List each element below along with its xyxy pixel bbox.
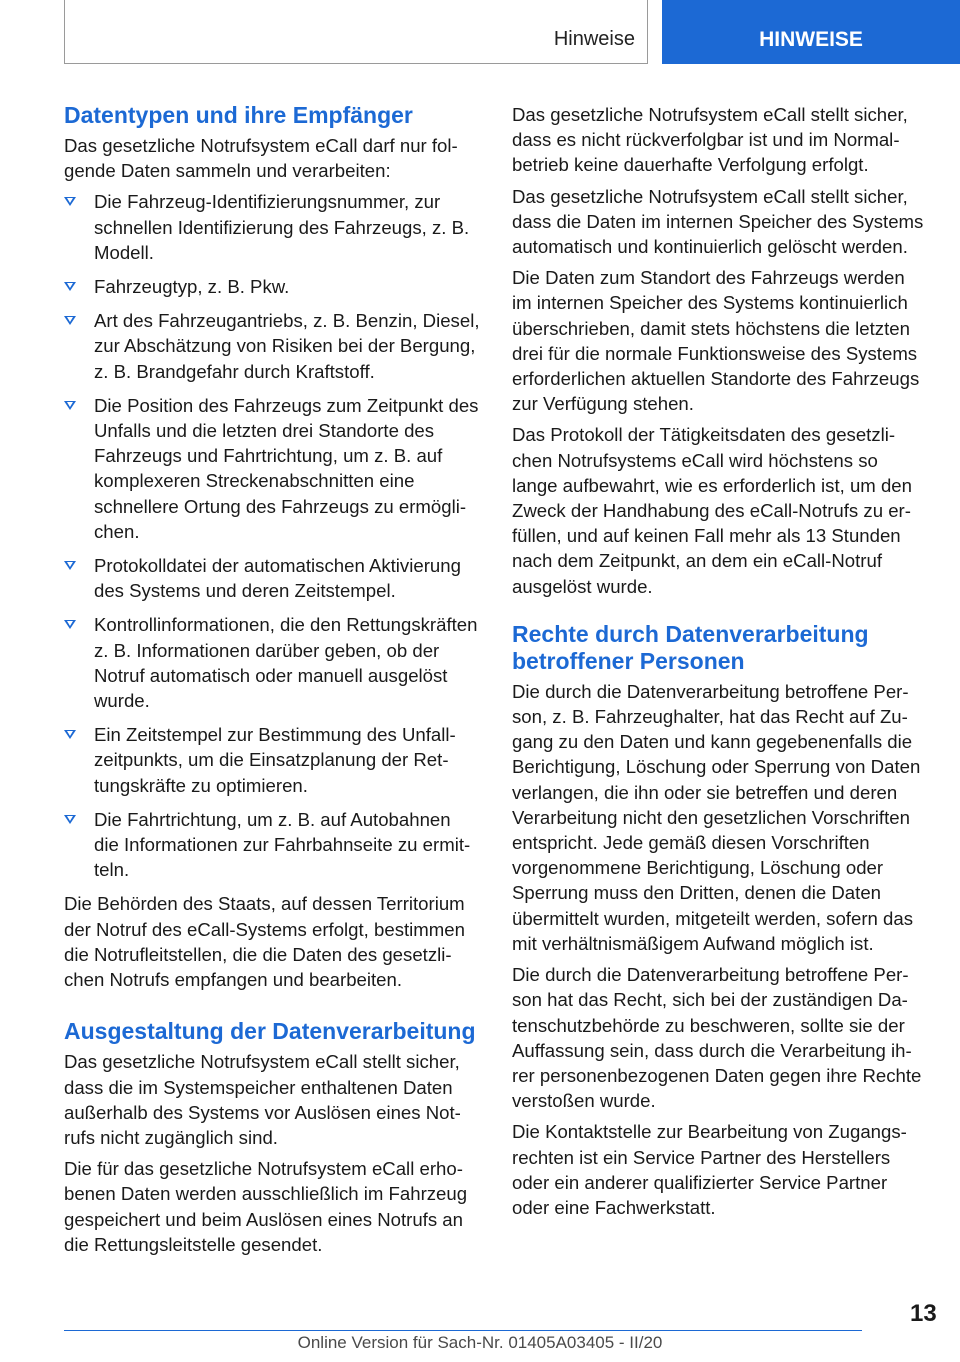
footer-divider (64, 1330, 862, 1331)
left-column (64, 102, 480, 1263)
heading-data-types: Datentypen und ihre Empfänger (64, 102, 413, 128)
triangle-bullet-icon (64, 197, 76, 206)
heading-rights: Rechte durch Datenverarbeitung betroffener Personen (512, 620, 869, 674)
list-item: Fahrzeugtyp, z. B. Pkw. (64, 274, 480, 299)
footer-online-version: Online Version für Sach-Nr. 01405A03405 - II/20 (297, 1333, 663, 1352)
page-number: 13 (910, 1300, 937, 1327)
triangle-bullet-icon (64, 401, 76, 410)
contact-paragraph: Die Kontaktstelle zur Bearbeitung von Zugangsrechten ist ein Service Partner des Herstellers oder ein anderer qualifizierter Service Partner oder eine Fachwerkstatt. (512, 1121, 907, 1218)
rights-paragraph-1: Die durch die Datenverarbeitung betroffene Person, z. B. Fahrzeughalter, hat das Recht auf Zugang zu den Daten und kann gegebenenfalls die Berichtigung, Löschung oder Sperrung von Daten verlangen, die ihn oder sie betreffen und deren Verarbeitung nicht den gesetzlichen Vorschriften entspricht. Jede gemäß diesen Vorschriften vorgenommene Berichtigung, Löschung oder Sperrung muss den Dritten, denen die Daten übermittelt wurden, mitgeteilt werden, sofern das mit verhältnismäßigem Aufwand möglich ist. (512, 680, 921, 954)
intro-paragraph: Das gesetzliche Notrufsystem eCall darf nur folgende Daten sammeln und verarbeiten: (64, 135, 458, 182)
triangle-bullet-icon (64, 561, 76, 570)
list-item: Kontrollinformationen, die den Rettungskräften z. B. Informationen darüber geben, ob der Notruf automatisch oder manuell ausgelöst wurde. (64, 612, 480, 713)
tracking-paragraph: Das gesetzliche Notrufsystem eCall stellt sicher, dass es nicht rückverfolgbar ist und im Normalbetrieb keine dauerhafte Verfolgung erfolgt. (512, 104, 908, 176)
processing-paragraph-1: Das gesetzliche Notrufsystem eCall stellt sicher, dass die im Systemspeicher enthaltenen Daten außerhalb des Systems vor Auslösen eines Notrufs nicht zugänglich sind. (64, 1051, 461, 1148)
section-tab[interactable]: HINWEISE (662, 0, 960, 64)
list-item: Art des Fahrzeugantriebs, z. B. Benzin, Diesel, zur Abschätzung von Risiken bei der Bergung, z. B. Brandgefahr durch Kraftstoff. (64, 308, 480, 384)
list-item: Die Fahrzeug-Identifizierungsnummer, zur schnellen Identifizierung des Fahrzeugs, z. B. Modell. (64, 189, 480, 265)
triangle-bullet-icon (64, 316, 76, 325)
protocol-paragraph: Das Protokoll der Tätigkeitsdaten des gesetzlichen Notrufsystems eCall wird höchstens so lange aufbewahrt, wie es erforderlich ist, um den Zweck der Handhabung des eCall-Notrufs zu erfüllen, und auf keinen Fall mehr als 13 Stunden nach dem Zeitpunkt, an dem ein eCall-Notruf ausgelöst wurde. (512, 424, 912, 597)
processing-paragraph-2: Die für das gesetzliche Notrufsystem eCall erhobenen Daten werden ausschließlich im Fahrzeug gespeichert und beim Auslösen eines Notrufs an die Rettungsleitstelle gesendet. (64, 1158, 468, 1255)
triangle-bullet-icon (64, 730, 76, 739)
triangle-bullet-icon (64, 282, 76, 291)
list-item: Protokolldatei der automatischen Aktivierung des Systems und deren Zeitstempel. (64, 553, 480, 603)
triangle-bullet-icon (64, 620, 76, 629)
authorities-paragraph: Die Behörden des Staats, auf dessen Territorium der Notruf des eCall-Systems erfolgt, bestimmen die Notrufleitstellen, die die Daten des gesetzlichen Notrufs empfangen und bearbeiten. (64, 893, 465, 991)
header-frame (64, 0, 648, 64)
list-item: Die Fahrtrichtung, um z. B. auf Autobahnen die Informationen zur Fahrbahnseite zu ermitteln. (64, 807, 480, 883)
data-types-list (64, 189, 480, 882)
section-title: Hinweise (553, 28, 635, 50)
right-column (512, 102, 926, 1226)
deletion-paragraph: Das gesetzliche Notrufsystem eCall stellt sicher, dass die Daten im internen Speicher des Systems automatisch und kontinuierlich gelöscht werden. (512, 185, 924, 258)
location-paragraph: Die Daten zum Standort des Fahrzeugs werden im internen Speicher des Systems kontinuierlich überschrieben, damit stets höchstens die letzten drei für die normale Funktionsweise des Systems erforderlichen aktuellen Standorte des Fahrzeugs zur Verfügung stehen. (512, 267, 920, 415)
triangle-bullet-icon (64, 815, 76, 824)
list-item: Ein Zeitstempel zur Bestimmung des Unfallzeitpunkts, um die Einsatzplanung der Rettungskräfte zu optimieren. (64, 722, 480, 798)
list-item: Die Position des Fahrzeugs zum Zeitpunkt des Unfalls und die letzten drei Standorte des Fahrzeugs und Fahrtrichtung, um z. B. auf komplexeren Streckenabschnitten eine schnellere Ortung des Fahrzeugs zu ermöglichen. (64, 393, 480, 544)
heading-data-processing: Ausgestaltung der Datenverarbeitung (64, 1018, 476, 1045)
rights-paragraph-2: Die durch die Datenverarbeitung betroffene Person hat das Recht, sich bei der zuständigen Datenschutzbehörde zu beschweren, sollte sie der Auffassung sein, dass durch die Verarbeitung ihrer personenbezogenen Daten gegen ihre Rechte verstoßen wurde. (512, 964, 922, 1112)
